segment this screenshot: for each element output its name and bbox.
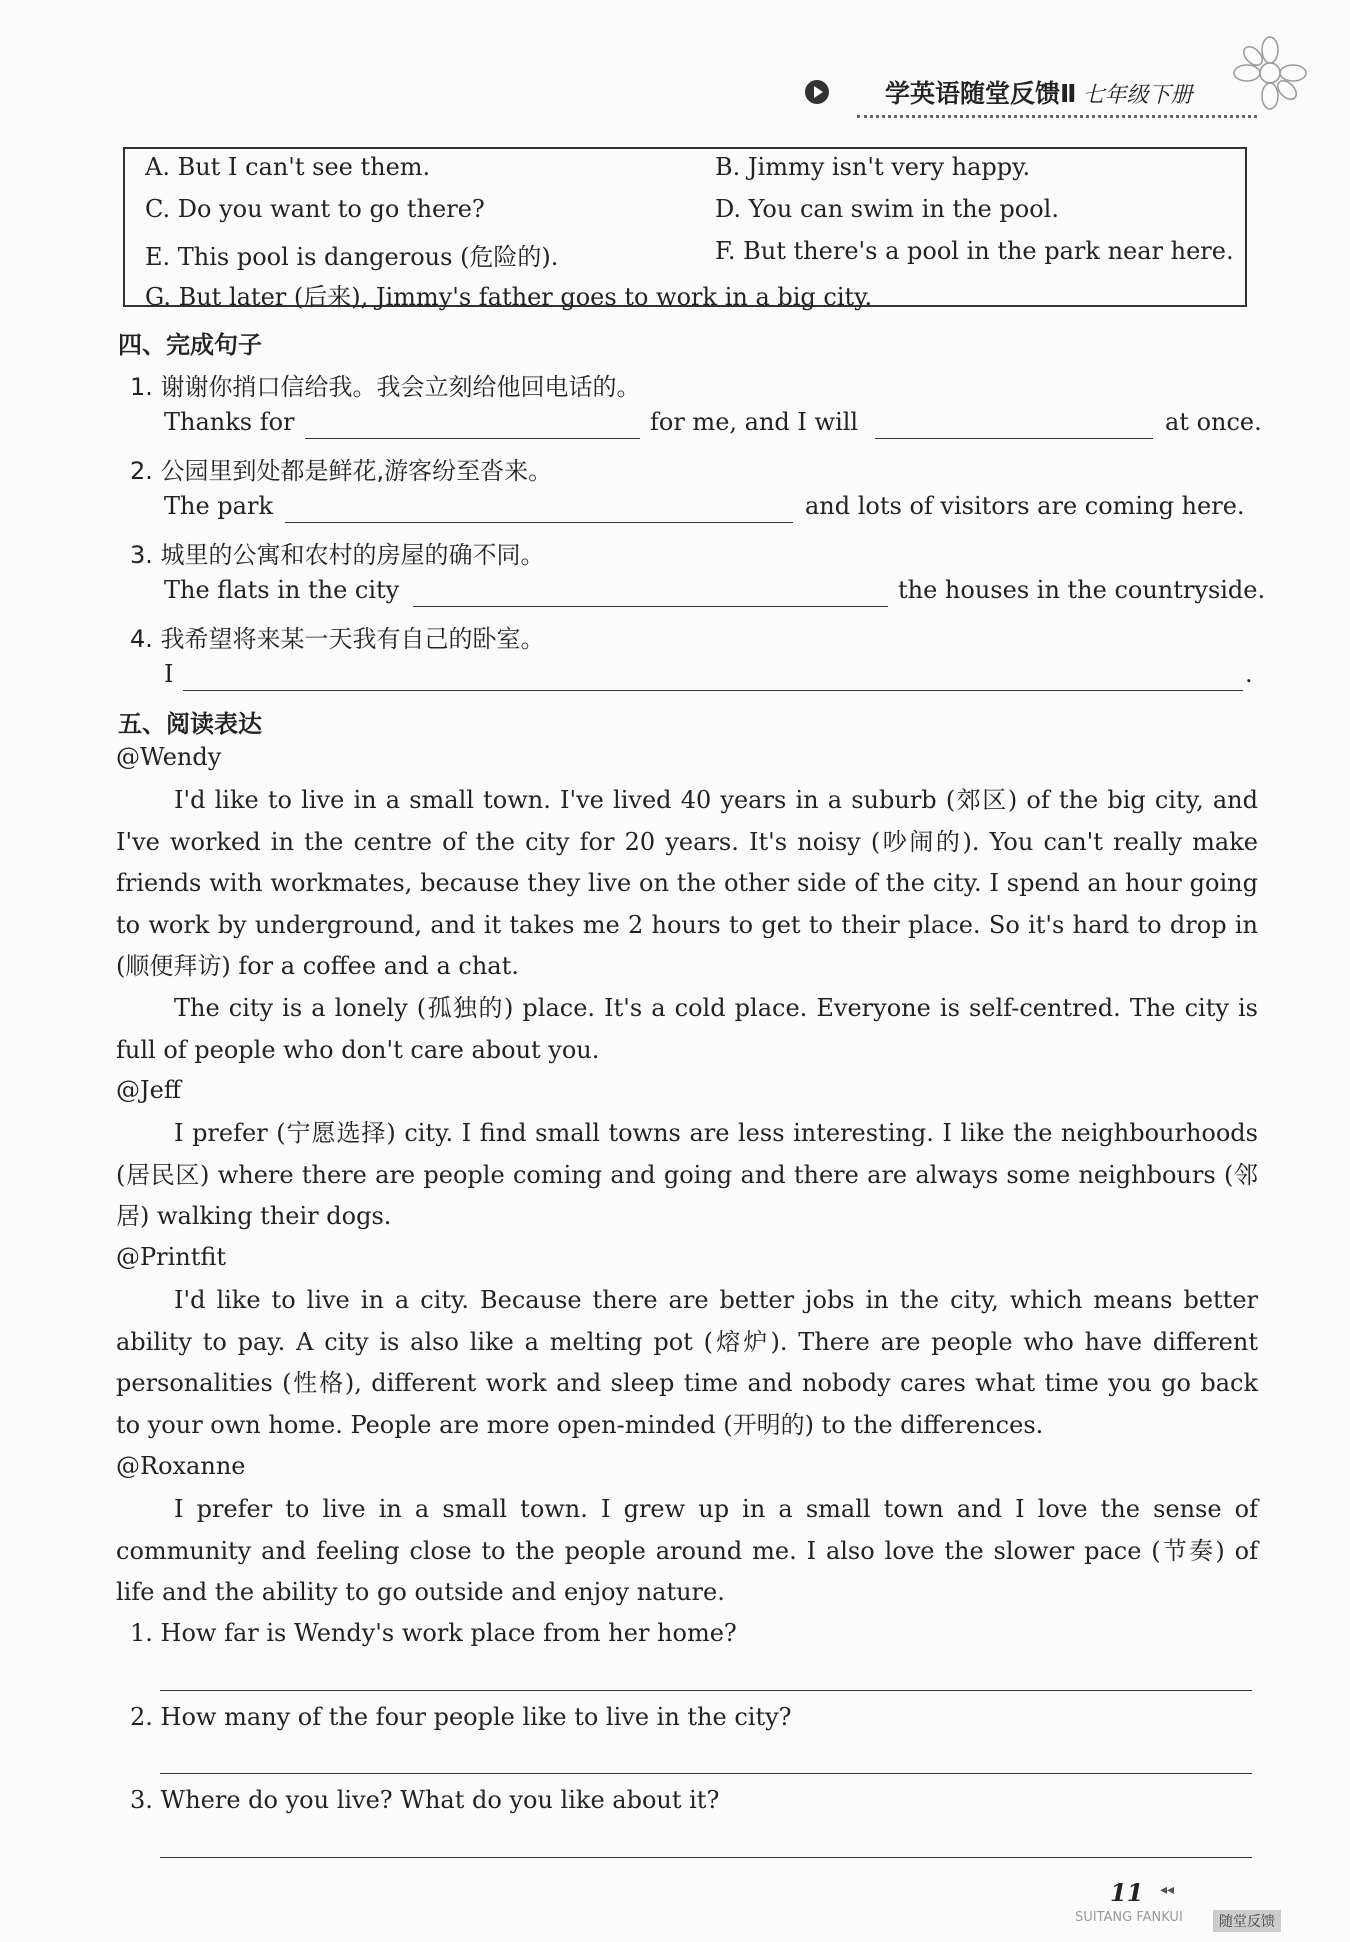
printfit-paragraph: I'd like to live in a city. Because there are better jobs in the city, which means better ability to pay. A city is also like a melting pot (熔炉). There are people who have different personalities (性格), different work and sleep time and nobody cares what time you go back to your own home. People are more open-minded (开明的) to the differences.: [116, 1286, 1258, 1439]
wendy-paragraph-1: I'd like to live in a small town. I've lived 40 years in a suburb (郊区) of the big city, and I've worked in the centre of the city for 20 years. It's noisy (吵闹的). You can't really make friends with workmates, because they live on the other side of the city. I spend an hour going to work by underground, and it takes me 2 hours to get to their place. So it's hard to drop in (顺便拜访) for a coffee and a chat.: [116, 786, 1258, 981]
question-3: 3. Where do you live? What do you like about it?: [130, 1786, 720, 1814]
flower-decoration-icon: [1225, 28, 1315, 118]
book-subtitle: 七年级下册: [1082, 83, 1193, 108]
page-header: [805, 68, 1245, 124]
sentence-1-part-2: for me, and I will: [650, 408, 859, 436]
roxanne-paragraph: I prefer to live in a small town. I grew up in a small town and I love the sense of community and feeling close to the people around me. I also love the slower pace (节奏) of life and the ability to go outside and enjoy nature.: [116, 1495, 1258, 1607]
handle-wendy: @Wendy: [116, 743, 222, 771]
answer-line-2[interactable]: [160, 1773, 1252, 1774]
answer-line-3[interactable]: [160, 1857, 1252, 1858]
sentence-4-chinese: 4. 我希望将来某一天我有自己的卧室。: [130, 625, 545, 653]
sentence-2-part-2: and lots of visitors are coming here.: [805, 492, 1245, 520]
option-b: B. Jimmy isn't very happy.: [715, 153, 1031, 181]
footer-badge: 随堂反馈: [1213, 1910, 1281, 1932]
sentence-4-period: .: [1245, 660, 1253, 688]
option-d: D. You can swim in the pool.: [715, 195, 1059, 223]
page-number: 11: [1110, 1878, 1144, 1907]
option-f: F. But there's a pool in the park near here.: [715, 237, 1234, 265]
jeff-paragraph: I prefer (宁愿选择) city. I find small towns are less interesting. I like the neighbourhoods (居民区) where there are people coming and going and there are always some neighbours (邻居) walking their dogs.: [116, 1119, 1258, 1231]
option-c: C. Do you want to go there?: [145, 195, 485, 223]
jeff-passage: [116, 1113, 1258, 1238]
option-e: E. This pool is dangerous (危险的).: [145, 243, 559, 271]
answer-options-box: [123, 147, 1247, 311]
option-g: G. But later (后来), Jimmy's father goes to work in a big city.: [145, 283, 873, 311]
header-dotted-rule: [857, 115, 1257, 118]
arrow-left-icon: ◂◂: [1160, 1882, 1175, 1898]
handle-printfit: @Printfit: [116, 1243, 227, 1271]
sentence-1-chinese: 1. 谢谢你捎口信给我。我会立刻给他回电话的。: [130, 373, 641, 401]
sentence-2-chinese: 2. 公园里到处都是鲜花,游客纷至沓来。: [130, 457, 553, 485]
play-icon: [805, 80, 829, 104]
option-a: A. But I can't see them.: [145, 153, 431, 181]
printfit-passage: [116, 1280, 1258, 1446]
sentence-3-chinese: 3. 城里的公寓和农村的房屋的确不同。: [130, 541, 545, 569]
sentence-4-blank[interactable]: [183, 690, 1243, 691]
handle-jeff: @Jeff: [116, 1076, 181, 1104]
section-5-title: 五、阅读表达: [118, 710, 262, 738]
question-2: 2. How many of the four people like to live in the city?: [130, 1703, 792, 1731]
wendy-paragraph-2: The city is a lonely (孤独的) place. It's a cold place. Everyone is self-centred. The city is full of people who don't care about you.: [116, 993, 1258, 1064]
answer-line-1[interactable]: [160, 1690, 1252, 1691]
section-4-title: 四、完成句子: [118, 331, 262, 359]
question-1: 1. How far is Wendy's work place from her home?: [130, 1619, 737, 1647]
book-title: 学英语随堂反馈Ⅱ 七年级下册: [885, 79, 1193, 108]
footer-brand: SUITANG FANKUI: [1075, 1910, 1183, 1925]
sentence-1-blank-1[interactable]: [305, 438, 640, 439]
handle-roxanne: @Roxanne: [116, 1452, 246, 1480]
sentence-1-blank-2[interactable]: [875, 438, 1153, 439]
page-footer: [1075, 1910, 1295, 1932]
sentence-3-part-2: the houses in the countryside.: [898, 576, 1266, 604]
sentence-2-part-1: The park: [164, 492, 273, 520]
sentence-4-part-1: I: [164, 660, 174, 688]
roxanne-passage: [116, 1489, 1258, 1614]
sentence-2-blank[interactable]: [285, 522, 793, 523]
sentence-3-part-1: The flats in the city: [164, 576, 400, 604]
sentence-3-blank[interactable]: [413, 606, 888, 607]
wendy-passage: [116, 780, 1258, 1071]
sentence-1-part-3: at once.: [1165, 408, 1262, 436]
sentence-1-part-1: Thanks for: [164, 408, 295, 436]
